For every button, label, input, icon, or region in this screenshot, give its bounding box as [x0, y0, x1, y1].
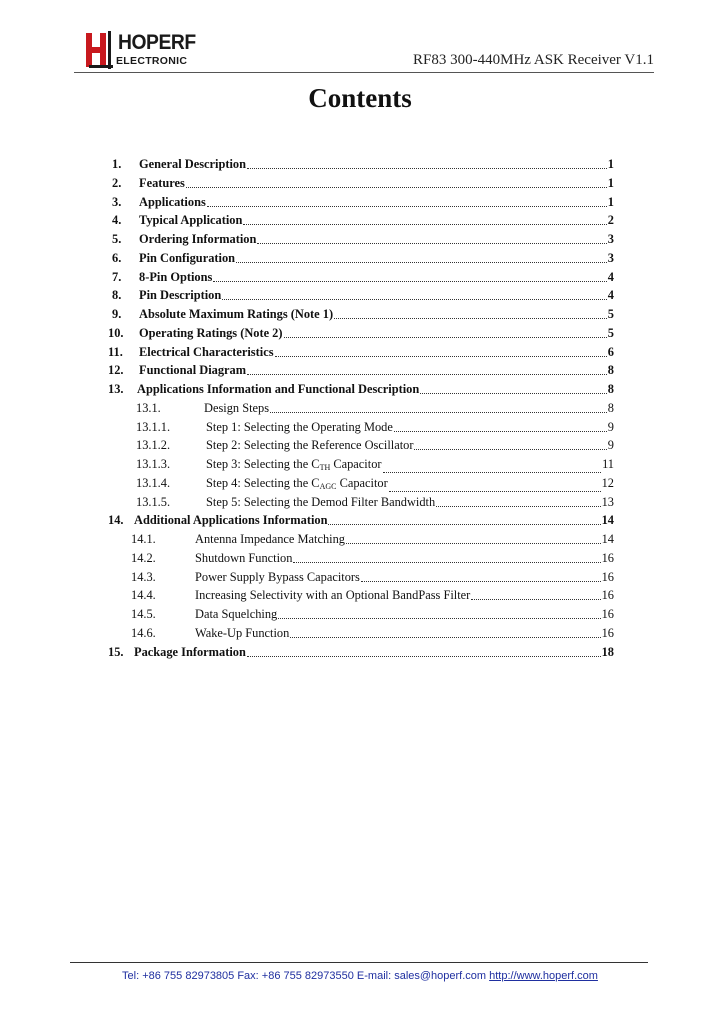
toc-entry-title-text: Increasing Selectivity with an Optional BandPass Filter — [195, 588, 471, 603]
toc-entry[interactable] — [0, 568, 720, 586]
toc-entry-page: 13 — [601, 494, 614, 509]
toc-entry[interactable] — [0, 249, 720, 267]
toc-entry-number: 13.1. — [136, 400, 161, 415]
toc-entry[interactable] — [0, 605, 720, 623]
toc-entry[interactable] — [0, 586, 720, 604]
toc-entry-title-text: Step 3: Selecting the C — [206, 457, 320, 471]
toc-entry[interactable] — [0, 624, 720, 642]
toc-entry-title — [139, 343, 274, 361]
toc-dot-leader — [420, 393, 607, 394]
toc-entry-number: 4. — [112, 213, 122, 228]
toc-dot-leader — [394, 431, 607, 432]
toc-entry-page: 16 — [601, 569, 614, 584]
toc-dot-leader — [290, 637, 600, 638]
toc-entry-page: 18 — [601, 644, 614, 659]
footer-contact-text: Tel: +86 755 82973805 Fax: +86 755 82973550 E-mail: sales@hoperf.com — [122, 970, 490, 982]
toc-entry-page: 8 — [607, 363, 614, 378]
toc-entry-title — [139, 174, 185, 192]
toc-dot-leader — [186, 187, 607, 188]
toc-dot-leader — [247, 656, 601, 657]
toc-entry-number: 7. — [112, 269, 122, 284]
toc-entry-page: 8 — [607, 400, 614, 415]
toc-entry-title — [139, 324, 283, 342]
toc-dot-leader — [275, 356, 607, 357]
toc-entry-page: 9 — [607, 419, 614, 434]
toc-entry[interactable] — [0, 399, 720, 417]
toc-dot-leader — [361, 581, 601, 582]
toc-dot-leader — [334, 318, 607, 319]
page-title: Contents — [308, 83, 412, 113]
toc-entry-subscript: AGC — [319, 481, 337, 491]
toc-entry-title — [204, 399, 269, 417]
toc-entry-title-text: Wake-Up Function — [195, 625, 290, 640]
toc-entry-page: 8 — [607, 382, 614, 396]
toc-entry-title — [139, 305, 333, 323]
toc-entry-title — [139, 268, 212, 286]
toc-entry-number: 8. — [112, 288, 122, 303]
toc-entry-number: 6. — [112, 250, 122, 265]
toc-entry-title-text: Step 5: Selecting the Demod Filter Bandwidth — [206, 494, 436, 509]
toc-entry-number: 13.1.1. — [136, 419, 171, 434]
toc-entry-title-text: General Description — [139, 157, 247, 171]
toc-entry-page: 11 — [602, 457, 614, 471]
toc-entry-title-text: Power Supply Bypass Capacitors — [195, 569, 360, 584]
toc-dot-leader — [247, 168, 607, 169]
toc-entry-title-text: Absolute Maximum Ratings (Note 1) — [139, 307, 334, 321]
company-logo — [86, 31, 196, 71]
toc-entry[interactable] — [0, 493, 720, 511]
toc-entry-page: 14 — [601, 532, 614, 546]
toc-entry-subscript: TH — [319, 463, 331, 472]
toc-entry-number: 14.1. — [131, 532, 156, 546]
toc-entry-title-text: 8-Pin Options — [139, 269, 213, 284]
toc-entry-title-text: Design Steps — [204, 400, 270, 415]
toc-entry[interactable] — [0, 155, 720, 173]
toc-dot-leader — [207, 206, 607, 207]
toc-entry-title-text: Functional Diagram — [139, 363, 247, 378]
toc-entry-page: 1 — [607, 194, 614, 209]
toc-dot-leader — [293, 562, 600, 563]
toc-entry-number: 14.5. — [131, 607, 156, 621]
toc-entry-number: 3. — [112, 194, 122, 209]
toc-entry-page: 12 — [601, 475, 614, 490]
toc-entry-number: 13.1.5. — [136, 494, 171, 509]
toc-entry-number: 13.1.4. — [136, 475, 171, 490]
toc-entry-number: 14.6. — [131, 625, 156, 640]
toc-entry-title-text: Ordering Information — [139, 232, 257, 246]
toc-entry-title — [206, 493, 435, 511]
toc-entry-page: 16 — [601, 588, 614, 603]
toc-entry-title — [195, 624, 289, 642]
toc-entry[interactable] — [0, 211, 720, 229]
toc-entry-title-text: Electrical Characteristics — [139, 344, 274, 359]
toc-dot-leader — [436, 506, 600, 507]
toc-entry-title — [134, 643, 246, 661]
logo-name: HOPERF — [118, 31, 196, 54]
toc-dot-leader — [328, 524, 600, 525]
toc-entry[interactable] — [0, 530, 720, 548]
toc-entry[interactable] — [0, 436, 720, 454]
toc-entry-number: 1. — [112, 157, 122, 171]
toc-entry-number: 14. — [108, 513, 124, 528]
toc-entry[interactable] — [0, 380, 720, 398]
toc-dot-leader — [278, 618, 600, 619]
toc-dot-leader — [222, 299, 607, 300]
toc-entry-title-text: Antenna Impedance Matching — [195, 532, 346, 546]
toc-entry-page: 3 — [607, 250, 614, 265]
toc-entry-number: 13. — [108, 382, 124, 396]
toc-entry-title — [139, 286, 221, 304]
toc-entry-title — [137, 380, 419, 398]
toc-entry-title — [139, 193, 206, 211]
toc-entry-title-text: Additional Applications Information — [134, 513, 328, 528]
header-divider — [74, 72, 654, 73]
toc-entry-number: 9. — [112, 307, 122, 321]
footer-website-link[interactable]: http://www.hoperf.com — [489, 970, 598, 982]
toc-entry-title — [195, 530, 345, 548]
toc-entry-page: 1 — [607, 175, 614, 190]
toc-entry-number: 14.2. — [131, 550, 156, 565]
footer-divider — [70, 962, 648, 963]
toc-dot-leader — [243, 224, 606, 225]
toc-entry-title — [134, 511, 327, 529]
toc-entry-title — [195, 605, 277, 623]
toc-entry-title-text: Operating Ratings (Note 2) — [139, 325, 283, 340]
toc-dot-leader — [414, 449, 606, 450]
toc-entry-title-text: Data Squelching — [195, 607, 278, 621]
toc-entry-title-text: Pin Description — [139, 288, 222, 303]
toc-entry-number: 2. — [112, 175, 122, 190]
hoperf-logo-icon — [86, 31, 116, 69]
toc-entry-page: 5 — [607, 307, 614, 321]
toc-entry-number: 12. — [108, 363, 124, 378]
toc-dot-leader — [257, 243, 606, 244]
toc-entry[interactable] — [0, 474, 720, 492]
toc-entry-title-text: Applications Information and Functional Description — [137, 382, 420, 396]
toc-entry-title — [139, 249, 235, 267]
toc-entry-title-text: Step 1: Selecting the Operating Mode — [206, 419, 393, 434]
toc-entry-title — [139, 230, 256, 248]
toc-entry-number: 10. — [108, 325, 124, 340]
toc-entry[interactable] — [0, 418, 720, 436]
toc-entry-title-text: Shutdown Function — [195, 550, 293, 565]
toc-entry-number: 5. — [112, 232, 122, 246]
toc-entry-title-text: Pin Configuration — [139, 250, 236, 265]
toc-entry[interactable] — [0, 230, 720, 248]
toc-entry-title-text: Step 2: Selecting the Reference Oscillator — [206, 438, 414, 453]
toc-entry[interactable] — [0, 643, 720, 661]
toc-dot-leader — [270, 412, 607, 413]
toc-entry-number: 15. — [108, 644, 124, 659]
toc-entry[interactable] — [0, 455, 720, 473]
toc-entry-number: 11. — [108, 344, 123, 359]
toc-entry-title — [139, 211, 242, 229]
toc-entry-number: 13.1.2. — [136, 438, 171, 453]
toc-entry-page: 2 — [607, 213, 614, 228]
toc-entry-title — [195, 568, 360, 586]
toc-entry-page: 16 — [601, 550, 614, 565]
toc-entry-page: 3 — [607, 232, 614, 246]
toc-entry-page: 5 — [607, 325, 614, 340]
toc-entry-title-text: Typical Application — [139, 213, 243, 228]
toc-entry-title — [206, 436, 413, 454]
toc-entry[interactable] — [0, 286, 720, 304]
toc-entry-number: 14.3. — [131, 569, 156, 584]
toc-entry-number: 13.1.3. — [136, 457, 171, 471]
toc-entry-page: 4 — [607, 288, 614, 303]
toc-entry[interactable] — [0, 511, 720, 529]
toc-dot-leader — [346, 543, 601, 544]
toc-entry-page: 1 — [607, 157, 614, 171]
toc-dot-leader — [471, 599, 600, 600]
toc-dot-leader — [284, 337, 607, 338]
toc-entry-page: 4 — [607, 269, 614, 284]
toc-entry-page: 14 — [601, 513, 614, 528]
toc-entry[interactable] — [0, 193, 720, 211]
toc-dot-leader — [247, 374, 607, 375]
toc-entry[interactable] — [0, 343, 720, 361]
document-header-title: RF83 300-440MHz ASK Receiver V1.1 — [413, 52, 654, 68]
toc-entry[interactable] — [0, 361, 720, 379]
toc-entry[interactable] — [0, 305, 720, 323]
toc-entry[interactable] — [0, 268, 720, 286]
toc-entry-title — [206, 418, 393, 436]
toc-dot-leader — [236, 262, 607, 263]
toc-entry-title-text: Features — [139, 175, 185, 190]
toc-entry-number: 14.4. — [131, 588, 156, 603]
toc-entry-title-text: Step 4: Selecting the C — [206, 475, 320, 490]
toc-entry[interactable] — [0, 324, 720, 342]
toc-entry-title — [195, 549, 292, 567]
toc-entry-page: 16 — [601, 607, 614, 621]
logo-subtitle: ELECTRONIC — [116, 55, 188, 67]
toc-entry-title — [139, 155, 246, 173]
toc-entry-page: 9 — [607, 438, 614, 453]
toc-entry[interactable] — [0, 549, 720, 567]
toc-entry-title-suffix: Capacitor — [336, 475, 388, 490]
toc-entry-title — [195, 586, 470, 604]
toc-entry[interactable] — [0, 174, 720, 192]
toc-entry-title-text: Applications — [139, 194, 206, 209]
toc-entry-title-text: Package Information — [134, 644, 246, 659]
toc-entry-title-suffix: Capacitor — [330, 457, 382, 471]
footer-contact — [0, 970, 720, 982]
toc-entry-page: 16 — [601, 625, 614, 640]
toc-entry-page: 6 — [607, 344, 614, 359]
toc-entry-title — [139, 361, 246, 379]
toc-dot-leader — [213, 281, 606, 282]
